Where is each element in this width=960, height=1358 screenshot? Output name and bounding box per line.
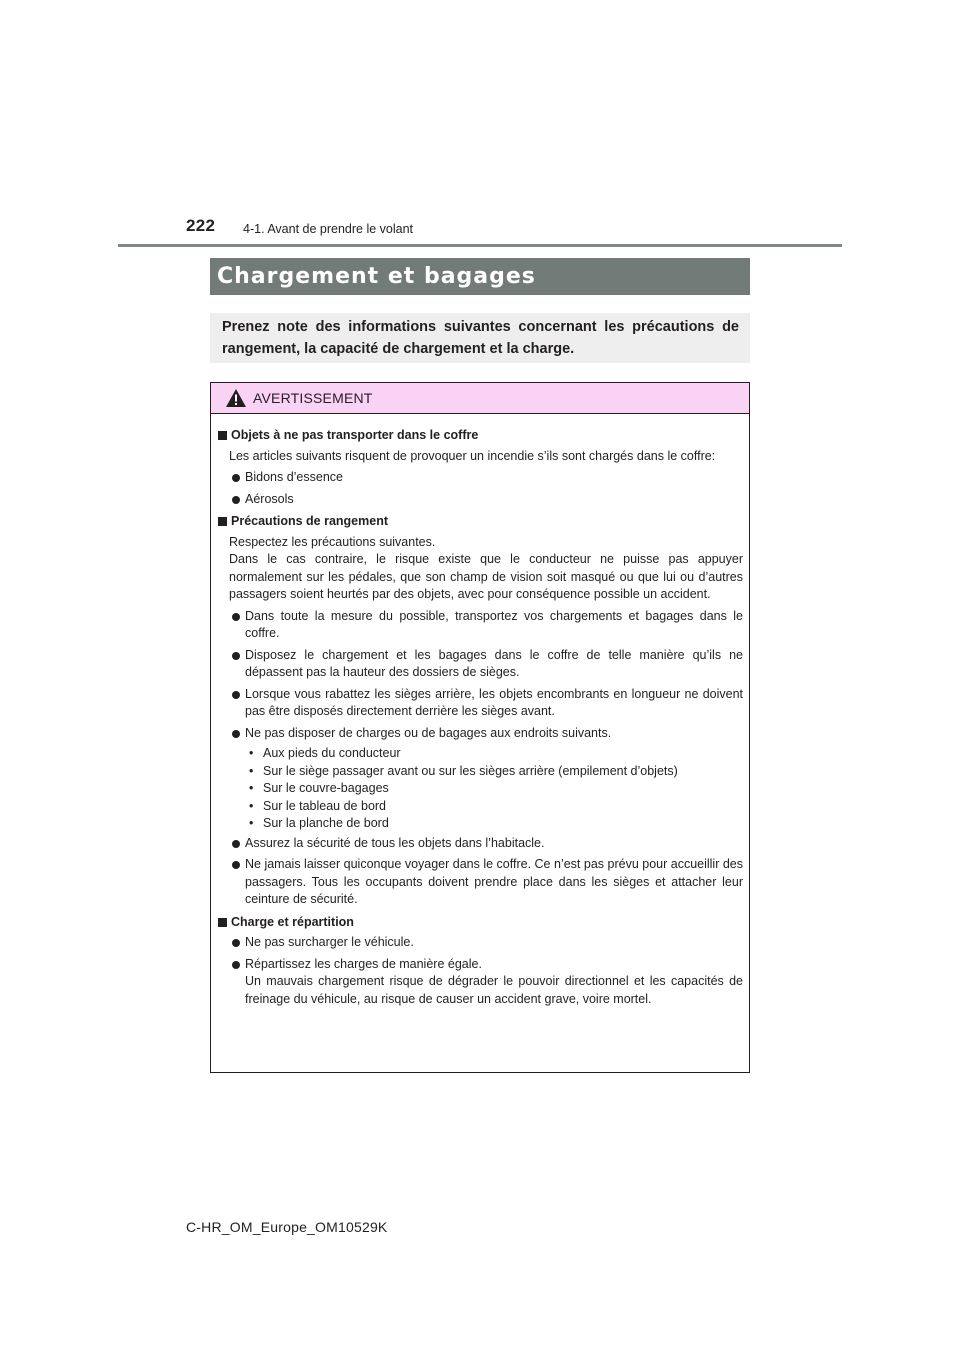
- intro-box: Prenez note des informations suivantes concernant les précautions de rangement, la capacité de chargement et la charge.: [210, 313, 750, 363]
- warning-triangle-icon: [225, 388, 247, 408]
- list-item: [232, 686, 743, 721]
- section-reference: 4-1. Avant de prendre le volant: [243, 222, 414, 236]
- circle-bullet-icon: [232, 861, 240, 869]
- list-item-text: Disposez le chargement et les bagages dans le coffre de telle manière qu’ils ne dépassent pas la hauteur des dossiers de sièges.: [245, 647, 743, 679]
- group-heading: [217, 914, 743, 932]
- warning-group: [217, 427, 743, 508]
- group-intro-line: Respectez les précautions suivantes.: [229, 534, 436, 549]
- circle-bullet-icon: [232, 474, 240, 482]
- list-item-text: Ne pas disposer de charges ou de bagages aux endroits suivants.: [245, 725, 612, 740]
- circle-bullet-icon: [232, 840, 240, 848]
- group-heading-text: Charge et répartition: [231, 914, 354, 929]
- square-bullet-icon: [218, 517, 227, 526]
- sub-item-text: Sur le siège passager avant ou sur les sièges arrière (empilement d’objets): [263, 763, 678, 778]
- group-intro-line: Dans le cas contraire, le risque existe que le conducteur ne puisse pas appuyer normalement sur les pédales, que son champ de vision soit masqué ou que lui ou d’autres passagers soient heurtés par des objets, avec pour conséquence possible un accident.: [229, 552, 743, 601]
- circle-bullet-icon: [232, 730, 240, 738]
- list-item: [232, 647, 743, 682]
- list-item: [232, 469, 743, 487]
- warning-box: [210, 382, 750, 1073]
- sub-item-text: Sur le couvre-bagages: [263, 781, 389, 795]
- list-item-text: [245, 956, 743, 1009]
- sub-item: • Sur le tableau de bord: [249, 798, 743, 816]
- list-item: [232, 725, 743, 743]
- circle-bullet-icon: [232, 961, 240, 969]
- page-number: 222: [186, 216, 216, 235]
- warning-group: [217, 513, 743, 909]
- sub-list: [249, 745, 743, 833]
- circle-bullet-icon: [232, 652, 240, 660]
- list-item-text: Aérosols: [245, 491, 294, 506]
- page-title: Chargement et bagages: [217, 264, 536, 289]
- square-bullet-icon: [218, 918, 227, 927]
- group-heading-text: Précautions de rangement: [231, 514, 388, 528]
- header-rule: [118, 244, 842, 247]
- sub-item: • Sur le siège passager avant ou sur les sièges arrière (empilement d’objets): [249, 763, 743, 781]
- sub-item-text: Aux pieds du conducteur: [263, 746, 401, 760]
- list-item-text: Dans toute la mesure du possible, transportez vos chargements et bagages dans le coffre.: [245, 608, 743, 640]
- warning-header: [211, 383, 749, 414]
- sub-item: • Sur la planche de bord: [249, 815, 743, 833]
- list-item: [232, 608, 743, 643]
- list-item-text: Ne pas surcharger le véhicule.: [245, 935, 414, 949]
- warning-title: AVERTISSEMENT: [253, 390, 373, 406]
- list-item-text: Ne jamais laisser quiconque voyager dans le coffre. Ce n’est pas prévu pour accueillir des passagers. Tous les occupants doivent prendre place dans les sièges et attacher leur ceinture de sécurité.: [245, 857, 743, 906]
- list-item-text: Lorsque vous rabattez les sièges arrière, les objets encombrants en longueur ne doivent pas être disposés directement derrière les sièges avant.: [245, 686, 743, 718]
- sub-item: • Aux pieds du conducteur: [249, 745, 743, 763]
- group-heading: [217, 513, 743, 531]
- circle-bullet-icon: [232, 939, 240, 947]
- group-intro: Les articles suivants risquent de provoquer un incendie s’ils sont chargés dans le coffre:: [229, 448, 716, 463]
- sub-item: • Sur le couvre-bagages: [249, 780, 743, 798]
- list-item: [232, 491, 743, 509]
- list-item-text: Bidons d’essence: [245, 470, 343, 484]
- warning-group: [217, 914, 743, 1009]
- sub-item-text: Sur la planche de bord: [263, 816, 389, 830]
- circle-bullet-icon: [232, 496, 240, 504]
- group-heading: [217, 427, 743, 445]
- warning-body: [211, 414, 749, 1008]
- list-item: [232, 934, 743, 952]
- list-item-text: Assurez la sécurité de tous les objets dans l’habitacle.: [245, 835, 545, 850]
- title-bar: [210, 258, 750, 295]
- group-intro: [229, 534, 743, 604]
- circle-bullet-icon: [232, 613, 240, 621]
- circle-bullet-icon: [232, 691, 240, 699]
- footer-code: C-HR_OM_Europe_OM10529K: [186, 1219, 388, 1235]
- list-item: [232, 856, 743, 909]
- list-item: [232, 835, 743, 853]
- list-item: [232, 956, 743, 1009]
- square-bullet-icon: [218, 431, 227, 440]
- list-item-line: Répartissez les charges de manière égale.: [245, 956, 482, 971]
- list-item-line: Un mauvais chargement risque de dégrader le pouvoir directionnel et les capacités de freinage du véhicule, au risque de causer un accident grave, voire mortel.: [245, 974, 743, 1006]
- sub-item-text: Sur le tableau de bord: [263, 798, 387, 813]
- group-heading-text: Objets à ne pas transporter dans le coffre: [231, 428, 479, 442]
